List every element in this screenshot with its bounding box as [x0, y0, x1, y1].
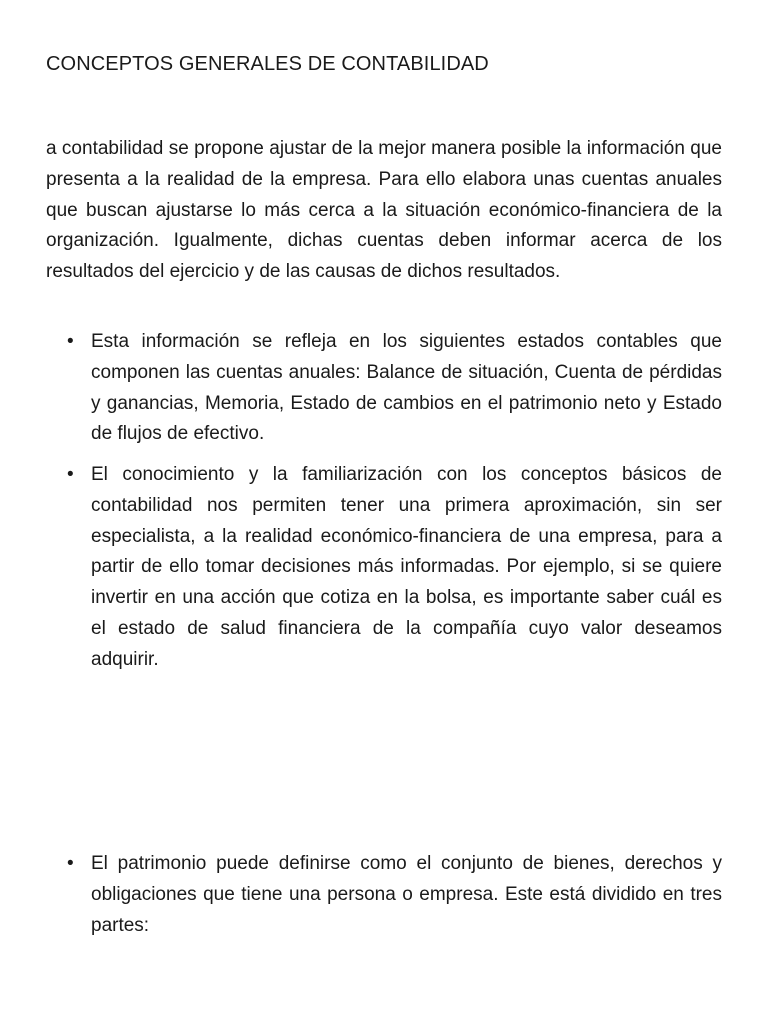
bullet-text: El patrimonio puede definirse como el conjunto de bienes, derechos y obligaciones que tiene una persona o empresa. Este está dividido en tres partes:	[91, 853, 722, 936]
document-title: CONCEPTOS GENERALES DE CONTABILIDAD	[46, 53, 489, 75]
intro-paragraph: a contabilidad se propone ajustar de la mejor manera posible la información que presenta a la realidad de la empresa. Para ello elabora unas cuentas anuales que buscan ajustarse lo más cerca a la situación económico-financiera de la organización. Igualmente, dichas cuentas deben informar acerca de los resultados del ejercicio y de las causas de dichos resultados.	[46, 138, 722, 283]
bullet-item	[67, 327, 722, 450]
bullet-item	[67, 849, 722, 941]
bullet-marker: •	[67, 331, 74, 352]
bullet-text: Esta información se refleja en los siguientes estados contables que componen las cuentas anuales: Balance de situación, Cuenta de pérdidas y ganancias, Memoria, Estado de cambios en el patrimonio neto y Estado de flujos de efectivo.	[91, 331, 722, 445]
bullet-marker: •	[67, 464, 74, 485]
bullet-item	[67, 460, 722, 676]
bullet-marker: •	[67, 853, 74, 874]
bullet-text: El conocimiento y la familiarización con los conceptos básicos de contabilidad nos permiten tener una primera aproximación, sin ser especialista, a la realidad económico-financiera de una empresa, para a partir de ello tomar decisiones más informadas. Por ejemplo, si se quiere invertir en una acción que cotiza en la bolsa, es importante saber cuál es el estado de salud financiera de la compañía cuyo valor deseamos adquirir.	[91, 464, 722, 670]
